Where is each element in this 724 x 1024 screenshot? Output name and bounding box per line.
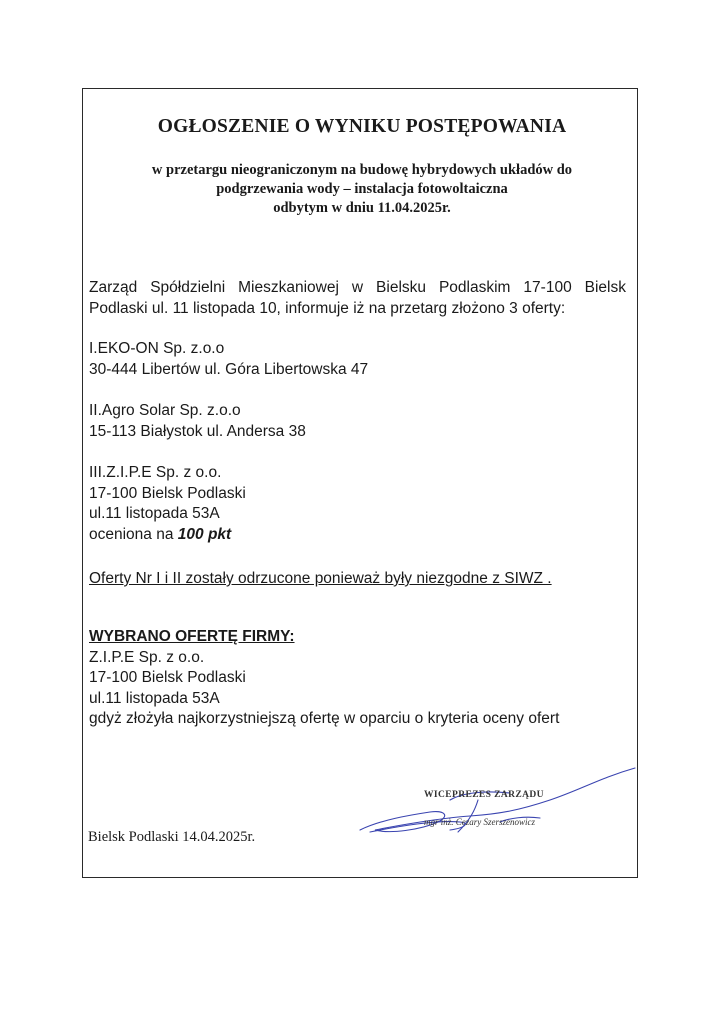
offer-name: III.Z.I.P.E Sp. z o.o. bbox=[89, 464, 222, 481]
signature-image bbox=[350, 760, 640, 850]
stamp-title: WICEPREZES ZARZĄDU bbox=[424, 790, 544, 800]
score-prefix: oceniona na bbox=[89, 525, 178, 543]
place-date: Bielsk Podlaski 14.04.2025r. bbox=[88, 829, 256, 845]
offer-score bbox=[89, 525, 246, 546]
subtitle-line: odbytym w dniu 11.04.2025r. bbox=[273, 200, 451, 216]
offer-name: II.Agro Solar Sp. z.o.o bbox=[89, 402, 241, 419]
offer-address: 30-444 Libertów ul. Góra Libertowska 47 bbox=[89, 360, 369, 378]
intro-line: Podlaski ul. 11 listopada 10, informuje iż na przetarg złożono 3 oferty: bbox=[89, 299, 566, 317]
selected-line: gdyż złożyła najkorzystniejszą ofertę w oparciu o kryteria oceny ofert bbox=[89, 710, 560, 727]
intro-line: Zarząd Spółdzielni Mieszkaniowej w Bielsku Podlaskim 17-100 Bielsk bbox=[89, 279, 626, 296]
selected-heading: WYBRANO OFERTĘ FIRMY: bbox=[89, 628, 295, 645]
offer-address: ul.11 listopada 53A bbox=[89, 505, 220, 522]
offer-address: 17-100 Bielsk Podlaski bbox=[89, 484, 246, 502]
offer-3 bbox=[89, 463, 246, 545]
selected-line: 17-100 Bielsk Podlaski bbox=[89, 669, 246, 686]
offer-address: 15-113 Białystok ul. Andersa 38 bbox=[89, 422, 306, 440]
subtitle-line: w przetargu nieograniczonym na budowę hybrydowych układów do bbox=[151, 162, 573, 178]
offer-2 bbox=[89, 401, 306, 442]
document-subtitle bbox=[100, 161, 624, 218]
intro-paragraph bbox=[89, 278, 626, 319]
offer-name: I.EKO-ON Sp. z.o.o bbox=[89, 340, 225, 357]
selected-offer bbox=[89, 627, 559, 730]
stamp-name: mgr inż. Cezary Szerszenowicz bbox=[424, 817, 536, 827]
subtitle-line: podgrzewania wody – instalacja fotowoltaiczna bbox=[216, 181, 508, 197]
score-value: 100 pkt bbox=[177, 525, 232, 543]
rejection-note: Oferty Nr I i II zostały odrzucone ponieważ były niezgodne z SIWZ . bbox=[89, 570, 552, 587]
document-title: OGŁOSZENIE O WYNIKU POSTĘPOWANIA bbox=[157, 116, 567, 137]
selected-line: ul.11 listopada 53A bbox=[89, 689, 220, 707]
selected-line: Z.I.P.E Sp. z o.o. bbox=[89, 648, 205, 666]
offer-1 bbox=[89, 339, 368, 380]
